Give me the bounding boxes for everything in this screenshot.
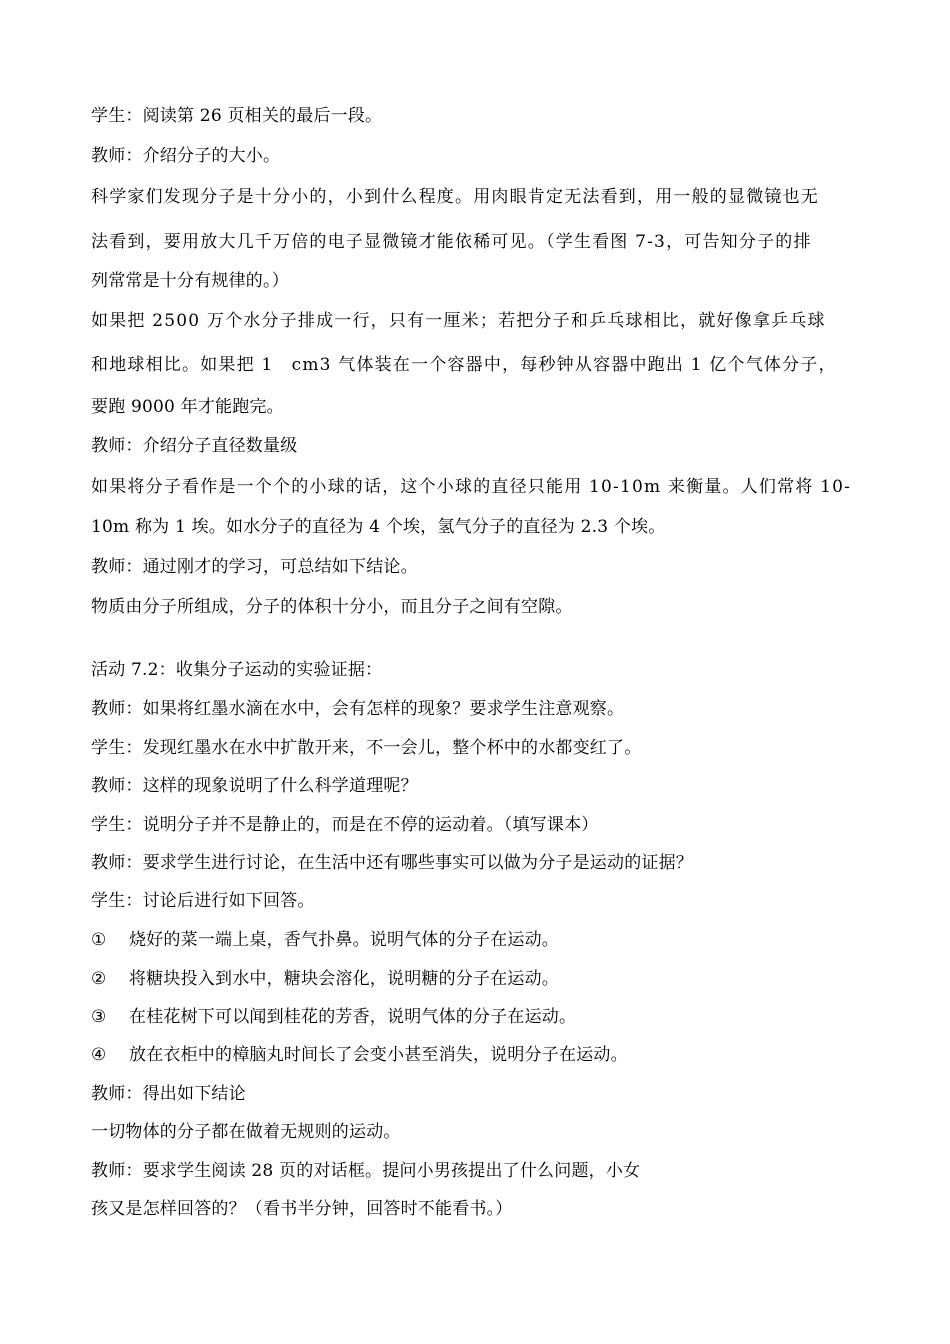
text-line: 教师：这样的现象说明了什么科学道理呢？	[91, 776, 418, 796]
list-item-text: 将糖块投入到水中，糖块会溶化，说明糖的分子在运动。	[129, 969, 559, 989]
list-number: ④	[91, 1045, 107, 1065]
text-line: 学生：讨论后进行如下回答。	[91, 891, 315, 911]
text-line: 和地球相比。如果把 1 cm3 气体装在一个容器中，每秒钟从容器中跑出 1 亿个气体分子，	[91, 355, 837, 375]
text-line: 教师：介绍分子直径数量级	[91, 436, 298, 456]
text-line: 法看到，要用放大几千万倍的电子显微镜才能依稀可见。（学生看图 7-3，可告知分子的排	[91, 232, 812, 252]
list-item-text: 烧好的菜一端上桌，香气扑鼻。说明气体的分子在运动。	[129, 930, 559, 950]
list-item-text: 在桂花树下可以闻到桂花的芳香，说明气体的分子在运动。	[129, 1007, 577, 1027]
text-line: 物质由分子所组成，分子的体积十分小，而且分子之间有空隙。	[91, 597, 573, 617]
text-line: 教师：要求学生阅读 28 页的对话框。提问小男孩提出了什么问题，小女	[91, 1161, 641, 1181]
text-line: 如果把 2500 万个水分子排成一行，只有一厘米；若把分子和乒乓球相比，就好像拿乒乓球	[91, 311, 826, 331]
list-number: ③	[91, 1007, 107, 1027]
section-heading: 活动 7.2：收集分子运动的实验证据：	[91, 660, 383, 680]
text-line: 学生：阅读第 26 页相关的最后一段。	[91, 106, 383, 126]
text-line: 学生：发现红墨水在水中扩散开来，不一会儿，整个杯中的水都变红了。	[91, 738, 642, 758]
text-line: 教师：如果将红墨水滴在水中，会有怎样的现象？要求学生注意观察。	[91, 699, 625, 719]
text-line: 列常常是十分有规律的。）	[91, 271, 289, 291]
list-item	[91, 925, 559, 950]
text-line: 10m 称为 1 埃。如水分子的直径为 4 个埃，氢气分子的直径为 2.3 个埃。	[91, 517, 666, 537]
text-line: 孩又是怎样回答的？（看书半分钟，回答时不能看书。）	[91, 1199, 513, 1219]
list-item	[91, 1040, 628, 1065]
list-number: ②	[91, 969, 107, 989]
text-line: 教师：通过刚才的学习，可总结如下结论。	[91, 557, 418, 577]
list-number: ①	[91, 930, 107, 950]
list-item	[91, 964, 559, 989]
text-line: 教师：要求学生进行讨论，在生活中还有哪些事实可以做为分子是运动的证据？	[91, 853, 693, 873]
text-line: 如果将分子看作是一个个的小球的话，这个小球的直径只能用 10-10m 来衡量。人们常将 10-	[91, 477, 852, 497]
list-item-text: 放在衣柜中的樟脑丸时间长了会变小甚至消失，说明分子在运动。	[129, 1045, 628, 1065]
list-item	[91, 1002, 576, 1027]
text-line: 教师：介绍分子的大小。	[91, 146, 281, 166]
text-line: 一切物体的分子都在做着无规则的运动。	[91, 1122, 401, 1142]
text-line: 科学家们发现分子是十分小的，小到什么程度。用肉眼肯定无法看到，用一般的显微镜也无	[91, 187, 819, 207]
text-line: 要跑 9000 年才能跑完。	[91, 397, 284, 417]
text-line: 学生：说明分子并不是静止的，而是在不停的运动着。（填写课本）	[91, 815, 599, 835]
text-line: 教师：得出如下结论	[91, 1084, 246, 1104]
